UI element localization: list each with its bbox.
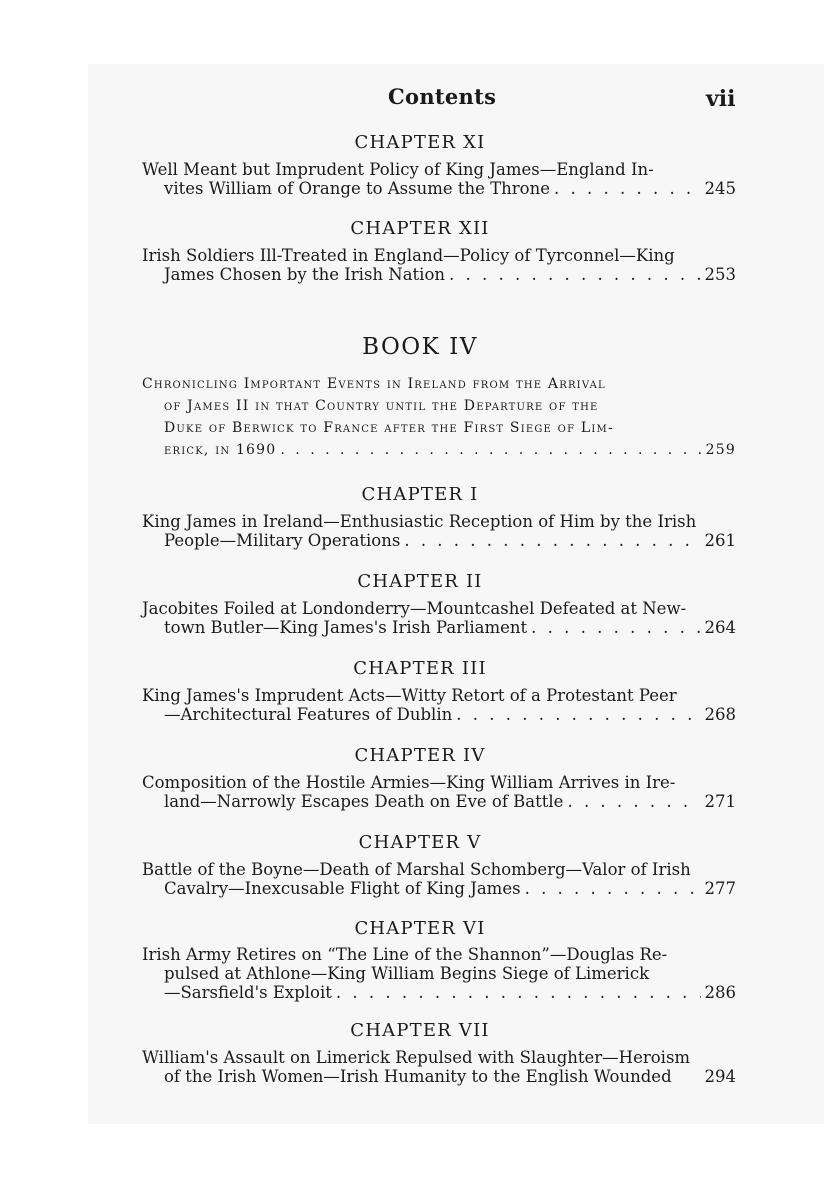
- entry-page-number: 245: [704, 179, 736, 198]
- entry-page-number: 271: [704, 792, 736, 811]
- entry-line: [142, 531, 736, 550]
- book-desc-line: Chronicling Important Events in Ireland from the Arrival: [142, 376, 606, 392]
- leader-dots: [554, 179, 700, 198]
- leader-dots: [449, 265, 700, 284]
- entry-text: Cavalry—Inexcusable Flight of King James: [164, 879, 521, 898]
- leader-dots: [280, 439, 701, 461]
- book-heading: BOOK IV: [362, 334, 478, 360]
- entry-line: pulsed at Athlone—King William Begins Siege of Limerick: [164, 964, 650, 983]
- toc-entry[interactable]: [142, 599, 736, 637]
- chapter-heading: CHAPTER XII: [350, 218, 490, 239]
- chapter-heading: CHAPTER II: [357, 571, 483, 592]
- entry-page-number: 253: [704, 265, 736, 284]
- entry-page-number: 261: [704, 531, 736, 550]
- entry-line: [142, 879, 736, 898]
- leader-dots: [567, 792, 700, 811]
- entry-text: land—Narrowly Escapes Death on Eve of Battle: [164, 792, 564, 811]
- toc-entry[interactable]: [142, 860, 736, 898]
- leader-dots: [336, 983, 701, 1002]
- toc-entry[interactable]: [142, 246, 736, 284]
- entry-line: [142, 265, 736, 284]
- toc-entry[interactable]: [142, 512, 736, 550]
- entry-line: [142, 792, 736, 811]
- entry-text: of the Irish Women—Irish Humanity to the English Wounded: [164, 1067, 672, 1086]
- entry-text: erick, in 1690: [164, 442, 277, 458]
- entry-page-number: 259: [705, 442, 736, 458]
- leader-dots: [404, 531, 700, 550]
- book-description[interactable]: [142, 373, 736, 461]
- book-desc-line: [142, 439, 736, 461]
- entry-line: [142, 179, 736, 198]
- entry-text: vites William of Orange to Assume the Throne: [164, 179, 551, 198]
- entry-page-number: 286: [704, 983, 736, 1002]
- entry-line: Irish Army Retires on “The Line of the Shannon”—Douglas Re-: [142, 945, 668, 964]
- entry-page-number: 277: [704, 879, 736, 898]
- entry-text: town Butler—King James's Irish Parliament: [164, 618, 528, 637]
- leader-dots: [525, 879, 701, 898]
- entry-line: King James's Imprudent Acts—Witty Retort of a Protestant Peer: [142, 686, 677, 705]
- entry-line: Irish Soldiers Ill-Treated in England—Policy of Tyrconnel—King: [142, 246, 675, 265]
- entry-text: —Sarsfield's Exploit: [164, 983, 332, 1002]
- chapter-heading: CHAPTER VII: [350, 1020, 490, 1041]
- entry-line: Jacobites Foiled at Londonderry—Mountcashel Defeated at New-: [142, 599, 687, 618]
- leader-dots: [456, 705, 700, 724]
- entry-line: [142, 705, 736, 724]
- book-desc-line: of James II in that Country until the Departure of the: [164, 398, 599, 414]
- entry-text: James Chosen by the Irish Nation: [164, 265, 446, 284]
- toc-entry[interactable]: [142, 1048, 736, 1086]
- entry-page-number: 264: [704, 618, 736, 637]
- page-number: vii: [706, 86, 736, 112]
- toc-entry[interactable]: [142, 773, 736, 811]
- entry-page-number: 268: [704, 705, 736, 724]
- entry-line: [142, 618, 736, 637]
- toc-entry[interactable]: [142, 686, 736, 724]
- chapter-heading: CHAPTER V: [358, 832, 482, 853]
- entry-text: —Architectural Features of Dublin: [164, 705, 453, 724]
- chapter-heading: CHAPTER III: [353, 658, 487, 679]
- chapter-heading: CHAPTER I: [361, 484, 479, 505]
- entry-page-number: 294: [704, 1067, 736, 1086]
- entry-line: Battle of the Boyne—Death of Marshal Schomberg—Valor of Irish: [142, 860, 691, 879]
- entry-line: Composition of the Hostile Armies—King William Arrives in Ire-: [142, 773, 676, 792]
- chapter-heading: CHAPTER IV: [354, 745, 486, 766]
- chapter-heading: CHAPTER VI: [354, 918, 486, 939]
- book-desc-line: Duke of Berwick to France after the First Siege of Lim-: [164, 420, 614, 436]
- entry-line: [142, 983, 736, 1002]
- entry-line: [142, 1067, 736, 1086]
- entry-line: William's Assault on Limerick Repulsed with Slaughter—Heroism: [142, 1048, 691, 1067]
- toc-entry[interactable]: [142, 945, 736, 1002]
- entry-line: King James in Ireland—Enthusiastic Reception of Him by the Irish: [142, 512, 697, 531]
- toc-entry[interactable]: [142, 160, 736, 198]
- running-head-title: Contents: [388, 84, 497, 109]
- entry-line: Well Meant but Imprudent Policy of King James—England In-: [142, 160, 654, 179]
- chapter-heading: CHAPTER XI: [354, 132, 486, 153]
- leader-dots: [531, 618, 700, 637]
- entry-text: People—Military Operations: [164, 531, 401, 550]
